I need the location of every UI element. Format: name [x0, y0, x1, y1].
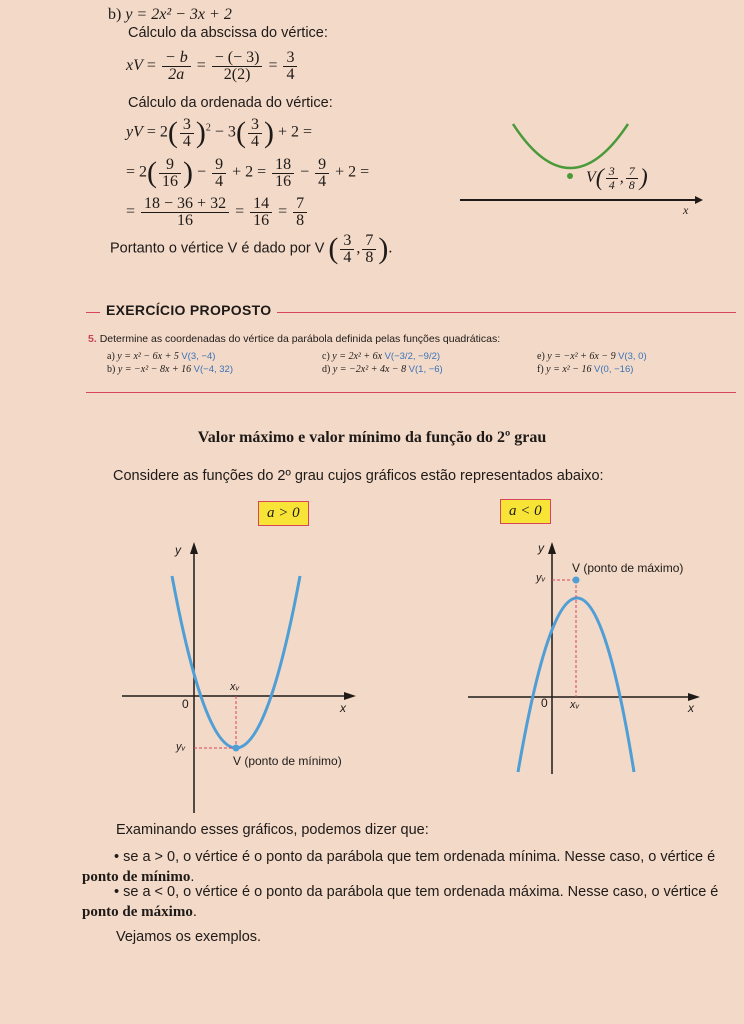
eq-sign: =	[126, 203, 136, 221]
xv-equation	[126, 50, 299, 83]
item-label: f)	[537, 364, 544, 375]
numerator: 3	[606, 165, 618, 179]
graph-minimum	[110, 538, 360, 820]
examining-text: Examinando esses gráficos, podemos dizer que:	[116, 822, 429, 838]
fraction	[141, 196, 229, 229]
denominator: 16	[162, 172, 179, 190]
yv-line-1	[126, 116, 312, 150]
denominator: 8	[365, 248, 374, 266]
item-answer: V(1, −6)	[408, 364, 443, 375]
bullet-dot: •	[114, 884, 120, 900]
numerator: 7	[626, 165, 638, 179]
denominator: 4	[608, 178, 615, 192]
denominator: 16	[253, 212, 270, 229]
part-b-label: b)	[108, 6, 122, 23]
coefficient: 2	[159, 123, 168, 141]
part-b-function	[108, 6, 232, 24]
graph-vertex-label: V( $\frac{3}{4}$ , $\frac{7}{8}$ )	[586, 164, 648, 192]
fraction	[180, 117, 194, 150]
bullet-maximum	[82, 882, 742, 922]
section-title: Valor máximo e valor mínimo da função do 2º grau	[197, 429, 547, 446]
fraction	[340, 233, 354, 266]
exercise-item-d	[322, 364, 443, 375]
fraction	[362, 233, 376, 266]
denominator: 8	[296, 212, 305, 229]
vertex-graph	[455, 112, 705, 222]
closing-text: Vejamos os exemplos.	[116, 929, 262, 945]
bullet-minimum	[82, 847, 742, 887]
numerator: 18	[272, 157, 294, 174]
parabola-curve	[513, 124, 628, 168]
left-vertex-label: V (ponto de mínimo)	[233, 754, 342, 768]
denominator: 4	[215, 172, 224, 190]
paren: )	[183, 156, 194, 189]
left-yv-label: yᵥ	[176, 741, 186, 753]
coefficient: = 2	[126, 163, 148, 181]
vertex-point	[567, 173, 573, 179]
xv-label: xV	[126, 57, 143, 75]
fraction	[250, 196, 272, 229]
denominator: 4	[343, 248, 352, 266]
conclusion-text: Portanto o vértice V é dado por V	[110, 240, 325, 257]
fraction	[159, 157, 181, 190]
vertex-max-point	[573, 577, 580, 584]
exercise-item-c	[322, 351, 440, 362]
function-b: y = 2x² − 3x + 2	[125, 6, 232, 23]
left-xv-label: xᵥ	[230, 681, 240, 693]
numerator: 3	[180, 117, 194, 134]
bullet-text: se a < 0, o vértice é o ponto da parábola que tem ordenada máxima. Nesse caso, o vértice é	[123, 884, 719, 900]
graph-x-label: x	[683, 203, 689, 217]
right-yv-label: yᵥ	[536, 572, 546, 584]
right-origin-label: 0	[541, 696, 548, 710]
item-label: b)	[107, 364, 116, 375]
eq-sign: =	[146, 57, 156, 75]
item-function: y = 2x² + 6x	[332, 351, 383, 362]
numerator: 9	[212, 157, 226, 174]
denominator: 4	[318, 172, 327, 190]
exercise-title: EXERCÍCIO PROPOSTO	[100, 302, 277, 318]
fraction	[293, 196, 307, 229]
tail: + 2 =	[277, 123, 312, 141]
paren: )	[195, 116, 206, 149]
exercise-bottom-rule	[86, 392, 736, 393]
item-label: a)	[107, 351, 115, 362]
item-label: e)	[537, 351, 545, 362]
numerator: 3	[248, 117, 262, 134]
eq-sign: =	[196, 57, 206, 75]
eq-sign: =	[268, 57, 278, 75]
paren: (	[595, 165, 604, 191]
vertex-conclusion: Portanto o vértice V é dado por V ( $\frac{3}{4}$ , $\frac{7}{8}$ ).	[110, 231, 393, 266]
minus-sign: −	[197, 163, 207, 181]
minus-sign: −	[300, 163, 310, 181]
item-label: d)	[322, 364, 331, 375]
x-axis-arrow	[695, 196, 703, 204]
bullet-bold: ponto de máximo	[82, 904, 193, 920]
denominator: 4	[250, 132, 259, 150]
item-answer: V(−4, 32)	[193, 364, 233, 375]
numerator: − (− 3)	[212, 50, 263, 67]
section-intro: Considere as funções do 2º grau cujos gráficos estão representados abaixo:	[113, 468, 604, 484]
eq-sign: =	[235, 203, 245, 221]
right-y-label: y	[538, 541, 544, 555]
fraction	[272, 157, 294, 190]
item-answer: V(0, −16)	[594, 364, 634, 375]
bullet-dot: •	[114, 849, 120, 865]
paren: (	[147, 156, 158, 189]
item-answer: V(3, −4)	[181, 351, 216, 362]
fraction	[212, 50, 263, 83]
numerator: 18 − 36 + 32	[141, 196, 229, 213]
exercise-item-f	[537, 364, 633, 375]
item-function: y = x² − 16	[546, 364, 592, 375]
fraction	[212, 157, 226, 190]
paren: )	[378, 232, 389, 265]
numerator: 3	[340, 233, 354, 250]
vertex-letter: V	[586, 169, 596, 187]
vertex-min-point	[233, 745, 240, 752]
fraction	[315, 157, 329, 190]
numerator: − b	[162, 50, 191, 67]
paren: (	[328, 232, 339, 265]
exercise-statement	[88, 333, 500, 345]
right-x-label: x	[688, 701, 694, 715]
item-answer: V(3, 0)	[618, 351, 647, 362]
numerator: 14	[250, 196, 272, 213]
left-y-label: y	[175, 543, 181, 557]
fraction	[162, 50, 191, 83]
eq-sign: =	[146, 123, 156, 141]
exercise-item-a	[107, 351, 215, 362]
item-label: c)	[322, 351, 330, 362]
item-answer: V(−3/2, −9/2)	[384, 351, 441, 362]
eq-sign: =	[278, 203, 288, 221]
numerator: 9	[315, 157, 329, 174]
right-xv-label: xᵥ	[570, 699, 580, 711]
yv-line-2	[126, 156, 369, 190]
denominator: 2(2)	[223, 66, 251, 83]
left-x-label: x	[340, 701, 346, 715]
denominator: 8	[628, 178, 635, 192]
fraction	[283, 50, 297, 83]
fraction	[606, 165, 618, 192]
x-axis-arrow	[688, 693, 700, 701]
y-axis-arrow	[190, 542, 198, 554]
denominator: 4	[182, 132, 191, 150]
fraction	[626, 165, 638, 192]
item-function: y = −x² + 6x − 9	[547, 351, 616, 362]
period: .	[192, 904, 197, 920]
abscissa-heading: Cálculo da abscissa do vértice:	[128, 25, 328, 41]
x-axis-arrow	[344, 692, 356, 700]
item-function: y = x² − 6x + 5	[117, 351, 179, 362]
yv-line-3	[126, 196, 309, 229]
mid: + 2 =	[232, 163, 267, 181]
numerator: 3	[283, 50, 297, 67]
numerator: 9	[159, 157, 181, 174]
exercise-item-e	[537, 351, 647, 362]
period: .	[190, 869, 195, 885]
tag-a-positive: a > 0	[258, 501, 309, 526]
item-function: y = −x² − 8x + 16	[117, 364, 192, 375]
fraction	[248, 117, 262, 150]
bullet-text: se a > 0, o vértice é o ponto da parábola que tem ordenada mínima. Nesse caso, o vértice é	[123, 849, 716, 865]
paren: (	[235, 116, 246, 149]
paren: )	[263, 116, 274, 149]
paren: )	[639, 165, 648, 191]
tag-a-negative: a < 0	[500, 499, 551, 524]
y-axis-arrow	[548, 542, 556, 554]
right-vertex-label: V (ponto de máximo)	[572, 561, 684, 575]
ordinate-heading: Cálculo da ordenada do vértice:	[128, 95, 333, 111]
end: + 2 =	[335, 163, 370, 181]
exercise-number: 5.	[88, 333, 97, 345]
numerator: 7	[293, 196, 307, 213]
exercise-item-b	[107, 364, 233, 375]
bullet-bold: ponto de mínimo	[82, 869, 191, 885]
paren: (	[167, 116, 178, 149]
denominator: 4	[286, 66, 295, 83]
coefficient: − 3	[214, 123, 236, 141]
exponent: 2	[205, 122, 211, 134]
denominator: 16	[275, 172, 292, 190]
denominator: 2a	[168, 66, 185, 83]
yv-label: yV	[126, 123, 143, 141]
item-function: y = −2x² + 4x − 8	[332, 364, 407, 375]
statement-text: Determine as coordenadas do vértice da parábola definida pelas funções quadráticas:	[99, 333, 501, 345]
numerator: 7	[362, 233, 376, 250]
denominator: 16	[177, 212, 194, 229]
left-origin-label: 0	[182, 697, 189, 711]
